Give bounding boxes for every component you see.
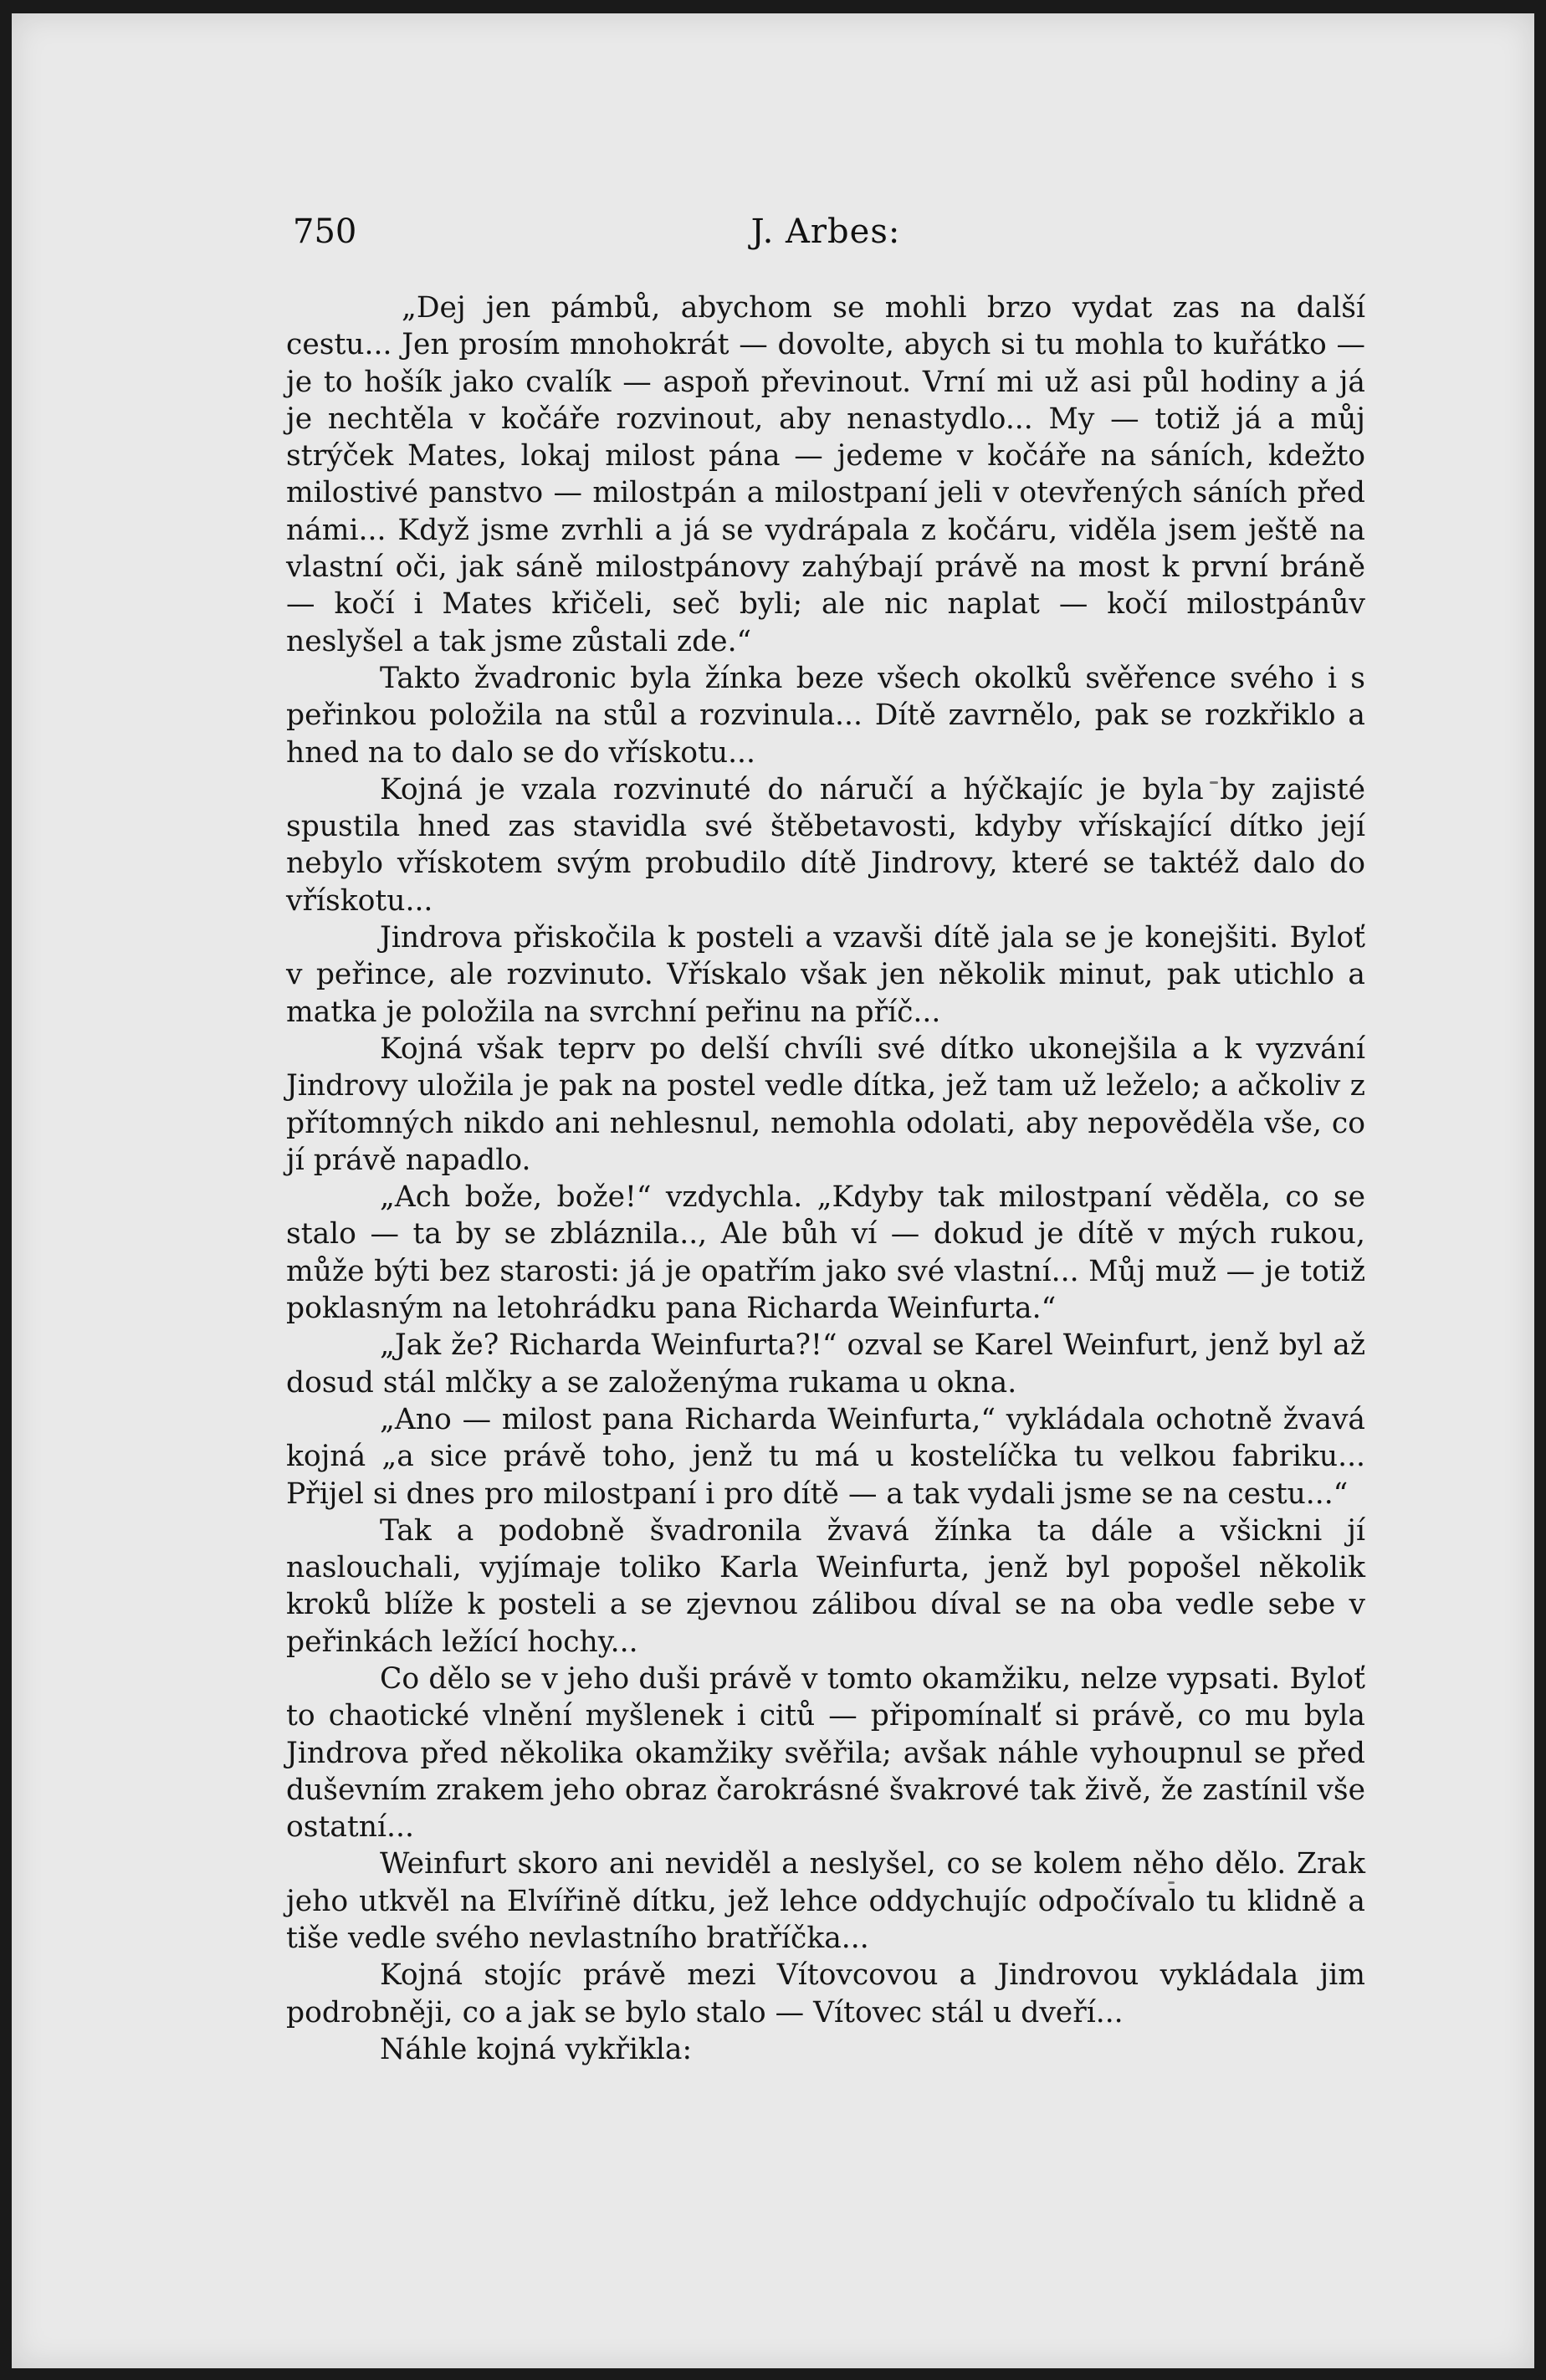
body-text — [286, 289, 1365, 2068]
paragraph: „Jak že? Richarda Weinfurta?!“ ozval se Karel Weinfurt, jenž byl až dosud stál mlčky a se založenýma rukama u okna. — [286, 1328, 1365, 1400]
paragraph: Tak a podobně švadronila žvavá žínka ta dále a všickni jí naslouchali, vyjímaje toliko Karla Weinfurta, jenž byl popošel několik kroků blíže k posteli a se zjevnou zálibou díval se na oba vedle sebe v peřinkách ležící hochy... — [286, 1513, 1365, 1659]
paragraph: Jindrova přiskočila k posteli a vzavši dítě jala se je konejšiti. Byloť v peřince, ale rozvinuto. Vřískalo však jen několik minut, pak utichlo a matka je položila na svrchní peřinu na příč... — [286, 921, 1365, 1029]
paragraph: „Ach bože, bože!“ vzdychla. „Kdyby tak milostpaní věděla, co se stalo — ta by se zbláznila.., Ale bůh ví — dokud je dítě v mých rukou, může býti bez starosti: já je opatřím jako své vlastní... Můj muž — je totiž poklasným na letohrádku pana Richarda Weinfurta.“ — [286, 1180, 1365, 1326]
paragraph: Co dělo se v jeho duši právě v tomto okamžiku, nelze vypsati. Byloť to chaotické vlnění myšlenek i citů — připomínalť si právě, co mu byla Jindrova před několika okamžiky svěřila; avšak náhle vyhoupnul se před duševním zrakem jeho obraz čarokrásné švakrové tak živě, že zastínil vše ostatní... — [286, 1661, 1365, 1845]
paragraph: Kojná stojíc právě mezi Vítovcovou a Jindrovou vykládala jim podrobněji, co a jak se bylo stalo — Vítovec stál u dveří... — [286, 1958, 1365, 2029]
paragraph: „Dej jen pámbů, abychom se mohli brzo vydat zas na další cestu... Jen prosím mnohokrát — dovolte, abych si tu mohla to kuřátko — je to hošík jako cvalík — aspoň převinout. Vrní mi už asi půl hodiny a já je nechtěla v kočáře rozvinout, aby nenastydlo... My — totiž já a můj strýček Mates, lokaj milost pána — jedeme v kočáře na sáních, kdežto milostivé panstvo — milostpán a milostpaní jeli v otevřených sáních před námi... Když jsme zvrhli a já se vydrápala z kočáru, viděla jsem ještě na vlastní oči, jak sáně milostpánovy zahýbají právě na most k první bráně — kočí i Mates křičeli, seč byli; ale nic naplat — kočí milostpánův neslyšel a tak jsme zůstali zde.“ — [286, 291, 1365, 658]
page-header — [286, 196, 1365, 251]
running-head: J. Arbes: — [750, 212, 901, 251]
paragraph: Náhle kojná vykřikla: — [380, 2032, 693, 2066]
paragraph: „Ano — milost pana Richarda Weinfurta,“ vykládala ochotně žvavá kojná „a sice právě toho, jenž tu má u kostelíčka tu velkou fabriku... Přijel si dnes pro milostpaní i pro dítě — a tak vydali jsme se na cestu...“ — [286, 1402, 1365, 1511]
paragraph: Takto žvadronic byla žínka beze všech okolků svěřence svého i s peřinkou položila na stůl a rozvinula... Dítě zavrnělo, pak se rozkřiklo a hned na to dalo se do vřískotu... — [286, 661, 1365, 770]
page-number: 750 — [293, 212, 357, 251]
paragraph: Weinfurt skoro ani neviděl a neslyšel, co se kolem něho dělo. Zrak jeho utkvěl na Elvířině dítku, jež lehce oddychujíc odpočívalo tu klidně a tiše vedle svého nevlastního bratříčka... — [286, 1847, 1365, 1956]
paragraph: Kojná však teprv po delší chvíli své dítko ukonejšila a k vyzvání Jindrovy uložila je pak na postel vedle dítka, jež tam už leželo; a ačkoliv z přítomných nikdo ani nehlesnul, nemohla odolati, aby nepověděla vše, co jí právě napadlo. — [286, 1031, 1365, 1177]
paragraph: Kojná je vzala rozvinuté do náručí a hýčkajíc je byla by zajisté spustila hned zas stavidla své štěbetavosti, kdyby vřískající dítko její nebylo vřískotem svým probudilo dítě Jindrovy, které se taktéž dalo do vřískotu... — [286, 772, 1365, 918]
scanned-page — [12, 13, 1534, 2368]
